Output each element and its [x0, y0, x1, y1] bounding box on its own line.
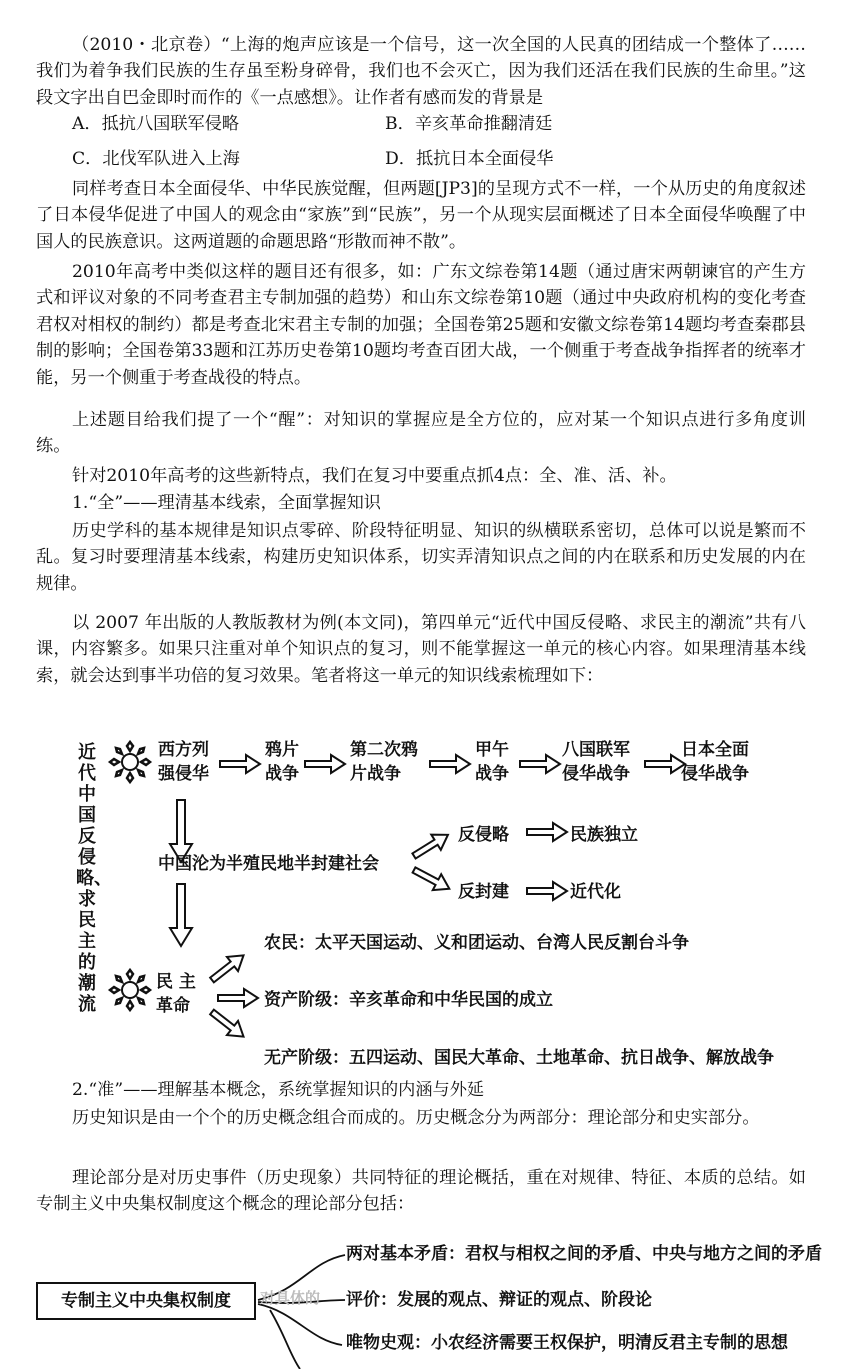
- heading-2: 2.“准”——理解基本概念，系统掌握知识的内涵与外延: [72, 1080, 485, 1100]
- node-anti-feudal: 反封建: [458, 882, 509, 902]
- node-opium-war: 鸦片 战争: [265, 740, 299, 784]
- concept-item-materialism: 唯物史观：小农经济需要王权保护，明清反君主专制的思想: [346, 1333, 788, 1353]
- paragraph-3: 上述题目给我们提了一个“醒”：对知识的掌握应是全方位的，应对某一个知识点进行多角度训练。: [36, 410, 806, 457]
- paragraph-1: 同样考查日本全面侵华、中华民族觉醒，但两题[JP3]的呈现方式不一样，一个从历史的角度叙述了日本侵华促进了中国人的观念由“家族”到“民族”，另一个从现实层面概述了日本全面侵华唤醒了中国人的民族意识。这两道题的命题思路“形散而神不散”。: [36, 179, 806, 252]
- node-japan-full-invasion: 日本全面 侵华战争: [681, 740, 749, 784]
- option-b: B．辛亥革命推翻清廷: [385, 114, 553, 134]
- option-d: D．抵抗日本全面侵华: [385, 149, 554, 169]
- paragraph-4: 针对2010年高考的这些新特点，我们在复习中要重点抓4点：全、准、活、补。: [72, 466, 677, 486]
- node-democratic-revolution: 民 主 革命: [156, 972, 196, 1016]
- node-western-invasion: 西方列 强侵华: [158, 740, 209, 784]
- node-proletariat: 无产阶级：五四运动、国民大革命、土地革命、抗日战争、解放战争: [264, 1048, 774, 1068]
- paragraph-2: 2010年高考中类似这样的题目还有很多，如：广东文综卷第14题（通过唐宋两朝谏官的产生方式和评议对象的不同考查君主专制加强的趋势）和山东文综卷第10题（通过中央政府机构的变化考查君权对相权的制约）都是考查北宋君主专制的加强；全国卷第25题和安徽文综卷第14题均考查秦郡县制的影响；全国卷第33题和江苏历史卷第10题均考查百团大战，一个侧重于考查战争指挥者的统率才能，另一个侧重于考查战役的特点。: [36, 262, 806, 388]
- option-a: A．抵抗八国联军侵略: [72, 114, 240, 134]
- paragraph-7: 历史知识是由一个个的历史概念组合而成的。历史概念分为两部分：理论部分和史实部分。: [72, 1108, 760, 1128]
- question-stem: （2010・北京卷）“上海的炮声应该是一个信号，这一次全国的人民真的团结成一个整体了……我们为着争我们民族的生存虽至粉身碎骨，我们也不会灭亡，因为我们还活在我们民族的生命里。”这段文字出自巴金即时而作的《一点感想》。让作者有感而发的背景是: [36, 35, 806, 108]
- faded-text: 对具体的: [260, 1289, 321, 1307]
- node-anti-aggression: 反侵略: [458, 825, 509, 845]
- node-second-opium-war: 第二次鸦 片战争: [350, 740, 418, 784]
- concept-item-contradictions: 两对基本矛盾：君权与相权之间的矛盾、中央与地方之间的矛盾: [346, 1244, 822, 1264]
- node-modernization: 近代化: [570, 882, 621, 902]
- concept-item-evaluation: 评价：发展的观点、辩证的观点、阶段论: [346, 1290, 652, 1310]
- diagram-vertical-title: 近代中国反侵略、求民主的潮流: [76, 742, 112, 1015]
- option-c: C．北伐军队进入上海: [72, 149, 240, 169]
- node-bourgeoisie: 资产阶级：辛亥革命和中华民国的成立: [264, 990, 553, 1010]
- node-peasants: 农民：太平天国运动、义和团运动、台湾人民反割台斗争: [264, 933, 689, 953]
- paragraph-6: 以 2007 年出版的人教版教材为例(本文同)，第四单元“近代中国反侵略、求民主的潮流”共有八课，内容繁多。如果只注重对单个知识点的复习，则不能掌握这一单元的核心内容。如果理清基本线索，就会达到事半功倍的复习效果。笔者将这一单元的知识线索梳理如下：: [36, 613, 806, 686]
- paragraph-5: 历史学科的基本规律是知识点零碎、阶段特征明显、知识的纵横联系密切，总体可以说是繁而不乱。复习时要理清基本线索，构建历史知识体系，切实弄清知识点之间的内在联系和历史发展的内在规律。: [36, 521, 806, 594]
- paragraph-8: 理论部分是对历史事件（历史现象）共同特征的理论概括，重在对规律、特征、本质的总结。如专制主义中央集权制度这个概念的理论部分包括：: [36, 1168, 806, 1215]
- heading-1: 1.“全”——理清基本线索，全面掌握知识: [72, 493, 381, 513]
- node-eight-nation-war: 八国联军 侵华战争: [562, 740, 630, 784]
- node-semi-colonial-society: 中国沦为半殖民地半封建社会: [158, 854, 379, 874]
- concept-box: 专制主义中央集权制度: [36, 1282, 256, 1320]
- sun-icon-top: [110, 742, 150, 782]
- node-national-independence: 民族独立: [570, 825, 638, 845]
- node-sino-japanese-war: 甲午 战争: [475, 740, 509, 784]
- sun-icon-bottom: [110, 970, 150, 1010]
